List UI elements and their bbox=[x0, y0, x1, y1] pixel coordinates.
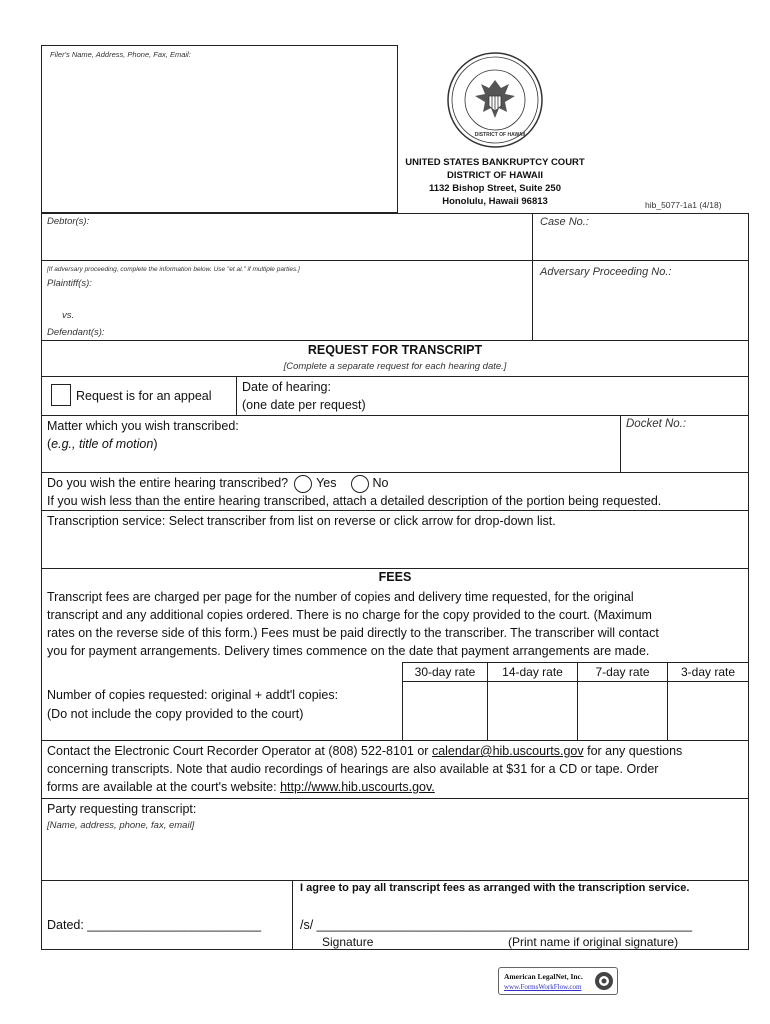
legalnet-brand: American LegalNet, Inc. bbox=[504, 972, 583, 981]
defendant-label: Defendant(s): bbox=[47, 327, 105, 338]
agree-text: I agree to pay all transcript fees as arranged with the transcription service. bbox=[300, 882, 690, 894]
plaintiff-label: Plaintiff(s): bbox=[47, 278, 92, 289]
court-website-link[interactable]: http://www.hib.uscourts.gov. bbox=[280, 780, 435, 794]
legalnet-url: www.FormsWorkFlow.com bbox=[504, 983, 582, 991]
rate-header-30: 30-day rate bbox=[414, 665, 476, 679]
print-name-label: (Print name if original signature) bbox=[508, 935, 679, 949]
rate-header-14: 14-day rate bbox=[502, 665, 563, 679]
fees-line-2: transcript and any additional copies ordered. There is no charge for the copy provided to the court. (Maximum bbox=[47, 608, 652, 622]
fees-title: FEES bbox=[378, 570, 412, 584]
party-field[interactable] bbox=[47, 834, 745, 878]
signature-label: Signature bbox=[322, 935, 374, 949]
contact-line-1-post: for any questions bbox=[587, 744, 683, 758]
court-name: UNITED STATES BANKRUPTCY COURT bbox=[405, 157, 585, 168]
legalnet-logo bbox=[498, 967, 618, 995]
contact-line-1-pre: Contact the Electronic Court Recorder Operator at (808) 522-8101 or bbox=[47, 744, 429, 758]
request-subtitle: [Complete a separate request for each hearing date.] bbox=[283, 361, 507, 372]
seal-text-bottom: DISTRICT OF HAWAII bbox=[474, 132, 526, 138]
docket-no-field[interactable] bbox=[622, 434, 746, 470]
debtor-label: Debtor(s): bbox=[47, 216, 90, 227]
copies-30-field[interactable] bbox=[404, 683, 486, 739]
request-title: REQUEST FOR TRANSCRIPT bbox=[307, 343, 483, 357]
rate-header-7: 7-day rate bbox=[595, 665, 650, 679]
fees-text bbox=[47, 588, 747, 660]
vs-label: vs. bbox=[62, 310, 75, 321]
less-note: If you wish less than the entire hearing transcribed, attach a detailed description of the portion being requested. bbox=[47, 494, 662, 508]
court-district: DISTRICT OF HAWAII bbox=[446, 170, 544, 181]
entire-question: Do you wish the entire hearing transcribed? bbox=[47, 476, 289, 490]
copies-14-field[interactable] bbox=[489, 683, 576, 739]
hearing-date-note: (one date per request) bbox=[242, 398, 366, 412]
contact-line-2: concerning transcripts. Note that audio recordings of hearings are also available at $31 for a CD or tape. Order bbox=[47, 762, 659, 776]
adversary-no-field[interactable] bbox=[534, 280, 747, 338]
copies-note: (Do not include the copy provided to the court) bbox=[47, 707, 304, 721]
appeal-label: Request is for an appeal bbox=[76, 389, 212, 403]
contact-line-3-pre: forms are available at the court's website: bbox=[47, 780, 277, 794]
matter-example: (e.g., title of motion) bbox=[47, 437, 158, 451]
case-no-label: Case No.: bbox=[540, 216, 589, 228]
filer-label: Filer's Name, Address, Phone, Fax, Email: bbox=[50, 50, 191, 59]
party-label: Party requesting transcript: bbox=[47, 802, 197, 816]
filer-info-box[interactable] bbox=[41, 45, 398, 213]
court-city: Honolulu, Hawaii 96813 bbox=[442, 196, 548, 207]
copies-3-field[interactable] bbox=[669, 683, 747, 739]
copies-label: Number of copies requested: original + addt'l copies: bbox=[47, 688, 339, 702]
entire-question-row bbox=[47, 474, 389, 493]
rate-header-3: 3-day rate bbox=[680, 665, 736, 679]
yes-label: Yes bbox=[316, 476, 337, 490]
no-radio[interactable] bbox=[351, 475, 369, 493]
form-code: hib_5077-1a1 (4/18) bbox=[645, 200, 722, 210]
service-label: Transcription service: Select transcriber from list on reverse or click arrow for drop-down list. bbox=[47, 514, 556, 528]
transcriber-dropdown[interactable] bbox=[47, 532, 745, 566]
yes-radio[interactable] bbox=[294, 475, 312, 493]
matter-field[interactable] bbox=[270, 418, 618, 470]
fees-line-4: you for payment arrangements. Delivery times commence on the date that payment arrangements are made. bbox=[47, 644, 650, 658]
hearing-date-label: Date of hearing: bbox=[242, 380, 331, 394]
case-no-field[interactable] bbox=[534, 230, 747, 259]
contact-text bbox=[47, 742, 747, 796]
copies-7-field[interactable] bbox=[579, 683, 666, 739]
court-address bbox=[390, 156, 600, 208]
contact-email-link[interactable]: calendar@hib.uscourts.gov bbox=[431, 744, 584, 758]
hearing-date-field[interactable] bbox=[386, 378, 746, 414]
fees-line-1: Transcript fees are charged per page for the number of copies and delivery time requested, for the original bbox=[47, 590, 634, 604]
court-street: 1132 Bishop Street, Suite 250 bbox=[428, 183, 561, 194]
adversary-note: [If adversary proceeding, complete the information below. Use "et al." if multiple parties.] bbox=[47, 266, 300, 273]
matter-label: Matter which you wish transcribed: bbox=[47, 419, 239, 433]
signature-field[interactable]: /s/ ______________________________________________________ bbox=[300, 918, 693, 932]
fees-line-3: rates on the reverse side of this form.) Fees must be paid directly to the transcriber. The transcriber will contact bbox=[47, 626, 659, 640]
legalnet-globe-icon bbox=[593, 970, 615, 992]
debtor-field[interactable] bbox=[42, 230, 531, 259]
adversary-no-label: Adversary Proceeding No.: bbox=[540, 266, 672, 278]
docket-no-label: Docket No.: bbox=[626, 418, 687, 430]
party-note: [Name, address, phone, fax, email] bbox=[47, 820, 195, 831]
dated-field[interactable]: Dated: _________________________ bbox=[47, 918, 262, 932]
appeal-checkbox[interactable] bbox=[51, 384, 71, 406]
no-label: No bbox=[372, 476, 389, 490]
